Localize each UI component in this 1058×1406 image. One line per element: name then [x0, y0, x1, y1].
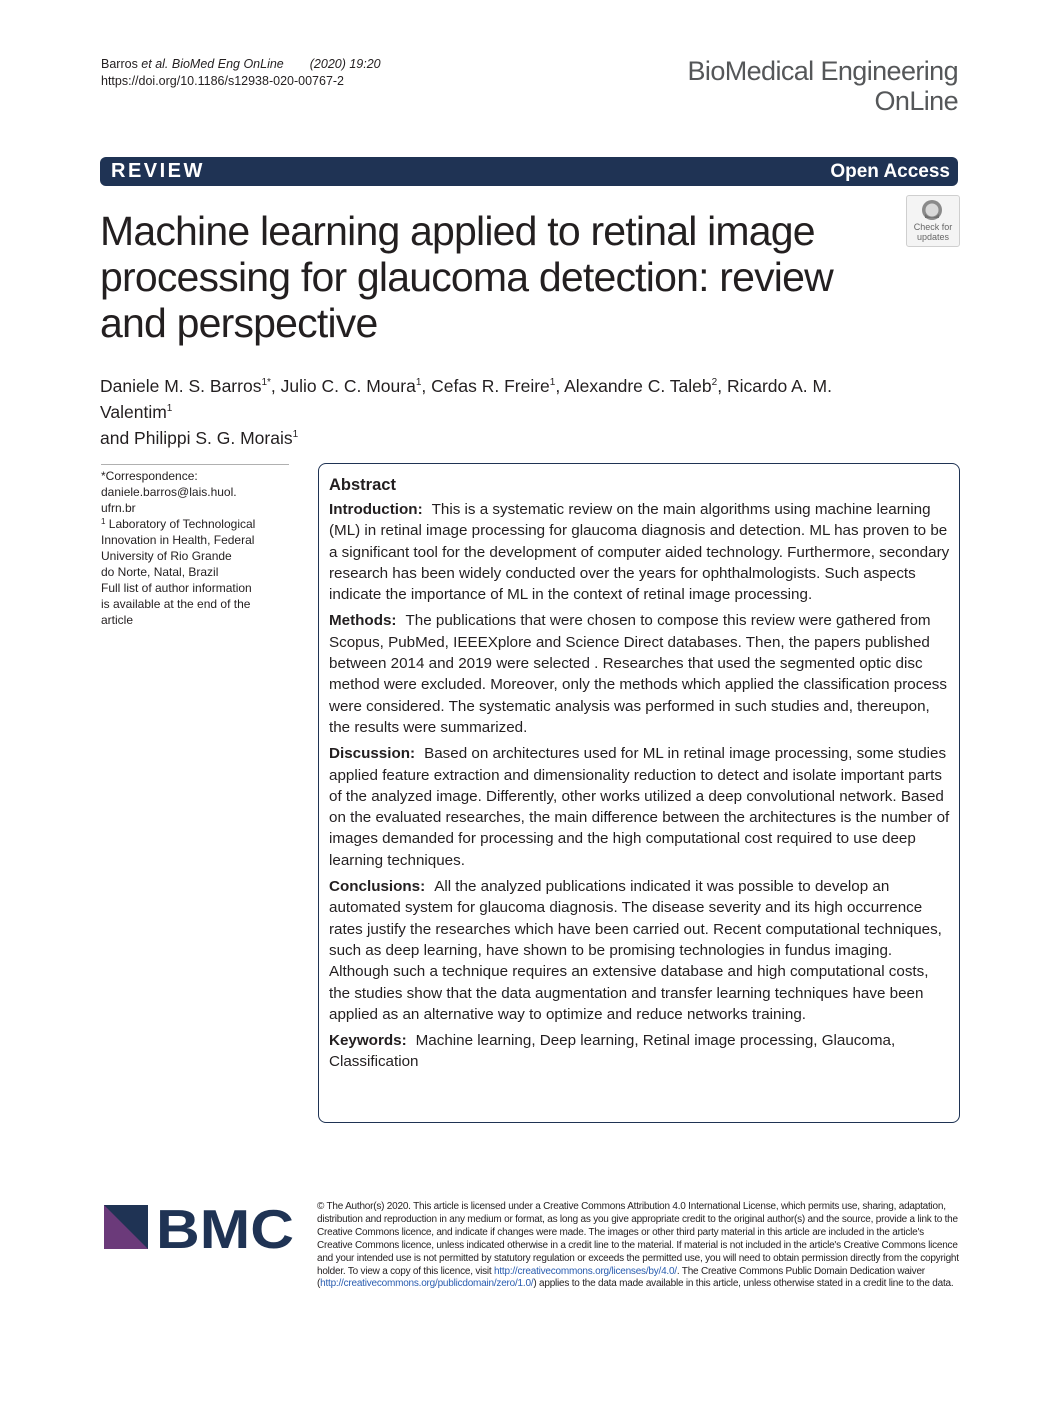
- author-separator: ,: [555, 376, 565, 396]
- author-affiliation-sup: 1*: [261, 377, 271, 388]
- bmc-logo-text: BMC: [156, 1203, 294, 1251]
- citation-year: (2020) 19:20: [309, 57, 381, 71]
- author-name: Daniele M. S. Barros: [100, 376, 262, 396]
- abstract-section-label: Keywords:: [329, 1032, 407, 1050]
- open-access-label: Open Access: [830, 161, 950, 182]
- license-part2: . The Creative Commons Public Domain Dedication waiver (: [317, 1265, 925, 1290]
- article-type-label: REVIEW: [111, 160, 205, 182]
- abstract-section-text: All the analyzed publications indicated it was possible to develop an automated system for glaucoma diagnosis. The disease severity and its high occurrence rates justify the researches which have been carried out. Recent computational techniques, such as deep learning, have shown to be promising technologies in fundus imaging. Although such a technique requires an extensive database and high computational costs, the studies show that the data augmentation and transfer learning techniques have been applied as an alternative way to optimize and reduce networks training.: [329, 878, 942, 1023]
- journal-name-line1: BioMedical Engineering: [687, 56, 958, 86]
- citation-block: [101, 56, 381, 90]
- author-affiliation-sup: 2: [711, 377, 718, 388]
- abstract-heading: Abstract: [329, 476, 396, 494]
- article-title: Machine learning applied to retinal image processing for glaucoma detection: review and perspective: [100, 208, 833, 346]
- check-for-updates-icon: [921, 199, 943, 221]
- journal-name-line2: OnLine: [874, 86, 958, 116]
- author-name: Cefas R. Freire: [431, 376, 550, 396]
- abstract-box: [318, 463, 960, 1123]
- bmc-logo: [104, 1203, 296, 1251]
- license-part3: ) applies to the data made available in this article, unless otherwise stated in a credit line to the data.: [533, 1278, 954, 1290]
- side-divider: [101, 464, 289, 465]
- abstract-section-text: Machine learning, Deep learning, Retinal image processing, Glaucoma, Classification: [329, 1032, 896, 1071]
- correspondence-notes: [101, 468, 276, 628]
- full-list-line1: Full list of author information: [101, 581, 252, 595]
- abstract-section: [329, 876, 951, 1025]
- abstract-section: [329, 743, 951, 871]
- abstract-section-text: Based on architectures used for ML in retinal image processing, some studies applied feature extraction and dimensionality reduction to detect and isolate important parts of the analyzed image. Differently, other works utilized a deep convolutional network. Based on the evaluated researches, the main difference between the architectures is the number of images demanded for processing and the high computational cost required to use deep learning techniques.: [329, 745, 950, 869]
- article-type-banner: [100, 157, 958, 186]
- check-for-updates-line2: updates: [916, 232, 950, 242]
- correspondence-email-line2[interactable]: ufrn.br: [101, 501, 136, 515]
- full-list-line2: is available at the end of the: [101, 597, 251, 611]
- affiliation-line1: [101, 516, 276, 532]
- license-link-cc-by[interactable]: http://creativecommons.org/licenses/by/4.0/: [494, 1265, 677, 1277]
- license-part1: © The Author(s) 2020. This article is licensed under a Creative Commons Attribution 4.0 International License, which permits use, sharing, adaptation, distribution and reproduction in any medium or format, as long as you give appropriate credit to the original author(s) and the source, provide a link to the Creative Commons licence, and indicate if changes were made. The images or other third party material in this article are included in the article's Creative Commons licence, unless indicated otherwise in a credit line to the material. If material is not included in the article's Creative Commons licence and your intended use is not permitted by statutory regulation or exceeds the permitted use, you will need to obtain permission directly from the copyright holder. To view a copy of this licence, visit: [317, 1201, 959, 1277]
- license-link-cc0[interactable]: http://creativecommons.org/publicdomain/zero/1.0/: [320, 1278, 534, 1290]
- author-name: and Philippi S. G. Morais: [100, 428, 293, 448]
- abstract-section-label: Conclusions:: [329, 878, 426, 896]
- citation-authors: Barros: [101, 57, 142, 71]
- author-separator: ,: [421, 376, 432, 396]
- affiliation-line2: Innovation in Health, Federal: [101, 533, 255, 547]
- affiliation-line3: University of Rio Grande: [101, 549, 232, 563]
- abstract-section-text: This is a systematic review on the main algorithms using machine learning (ML) in retinal image processing for glaucoma diagnosis and detection. ML has proven to be a significant tool for the development of computer aided technology. Furthermore, secondary research has been widely conducted over the years for ophthalmologists. Such aspects indicate the importance of ML in the context of retinal image processing.: [329, 501, 950, 604]
- author-name: Julio C. C. Moura: [280, 376, 416, 396]
- check-for-updates-badge[interactable]: [906, 195, 960, 247]
- check-for-updates-text: [907, 222, 959, 242]
- doi-link[interactable]: https://doi.org/10.1186/s12938-020-00767-2: [101, 74, 345, 88]
- abstract-section: [329, 1030, 951, 1073]
- author-name: Ricardo A. M. Valentim: [100, 376, 832, 422]
- abstract-section-label: Methods:: [329, 612, 397, 630]
- author-separator: ,: [717, 376, 727, 396]
- abstract-section: [329, 610, 951, 738]
- author-name: Alexandre C. Taleb: [564, 376, 712, 396]
- abstract-section-text: The publications that were chosen to compose this review were gathered from Scopus, PubMed, IEEEXplore and Science Direct databases. Then, the papers published between 2014 and 2019 were selected . Researches that used the segmented optic disc method were excluded. Moreover, only the methods which applied the classification process were considered. The systematic analysis was performed in such studies and, thereupon, the results were summarized.: [329, 612, 947, 736]
- full-list-line3: article: [101, 613, 134, 627]
- check-for-updates-line1: Check for: [913, 222, 953, 232]
- abstract-section-label: Discussion:: [329, 745, 416, 763]
- correspondence-label: *Correspondence:: [101, 469, 198, 483]
- correspondence-email-line1[interactable]: daniele.barros@lais.huol.: [101, 485, 237, 499]
- affiliation-text1: Laboratory of Technological: [105, 517, 256, 531]
- author-affiliation-sup: 1: [166, 403, 173, 414]
- abstract-section: [329, 499, 951, 605]
- author-affiliation-sup: 1: [292, 429, 299, 440]
- citation-journal: et al. BioMed Eng OnLine: [141, 57, 284, 71]
- journal-name: [688, 56, 958, 116]
- abstract-section-label: Introduction:: [329, 501, 423, 518]
- affiliation-sup: 1: [101, 517, 106, 526]
- abstract-sections: [329, 499, 951, 1073]
- author-separator: ,: [270, 376, 281, 396]
- author-affiliation-sup: 1: [549, 377, 556, 388]
- citation-line: [101, 56, 381, 73]
- affiliation-line4: do Norte, Natal, Brazil: [101, 565, 219, 579]
- license-text: [317, 1201, 960, 1291]
- author-affiliation-sup: 1: [415, 377, 422, 388]
- author-list: [100, 373, 900, 451]
